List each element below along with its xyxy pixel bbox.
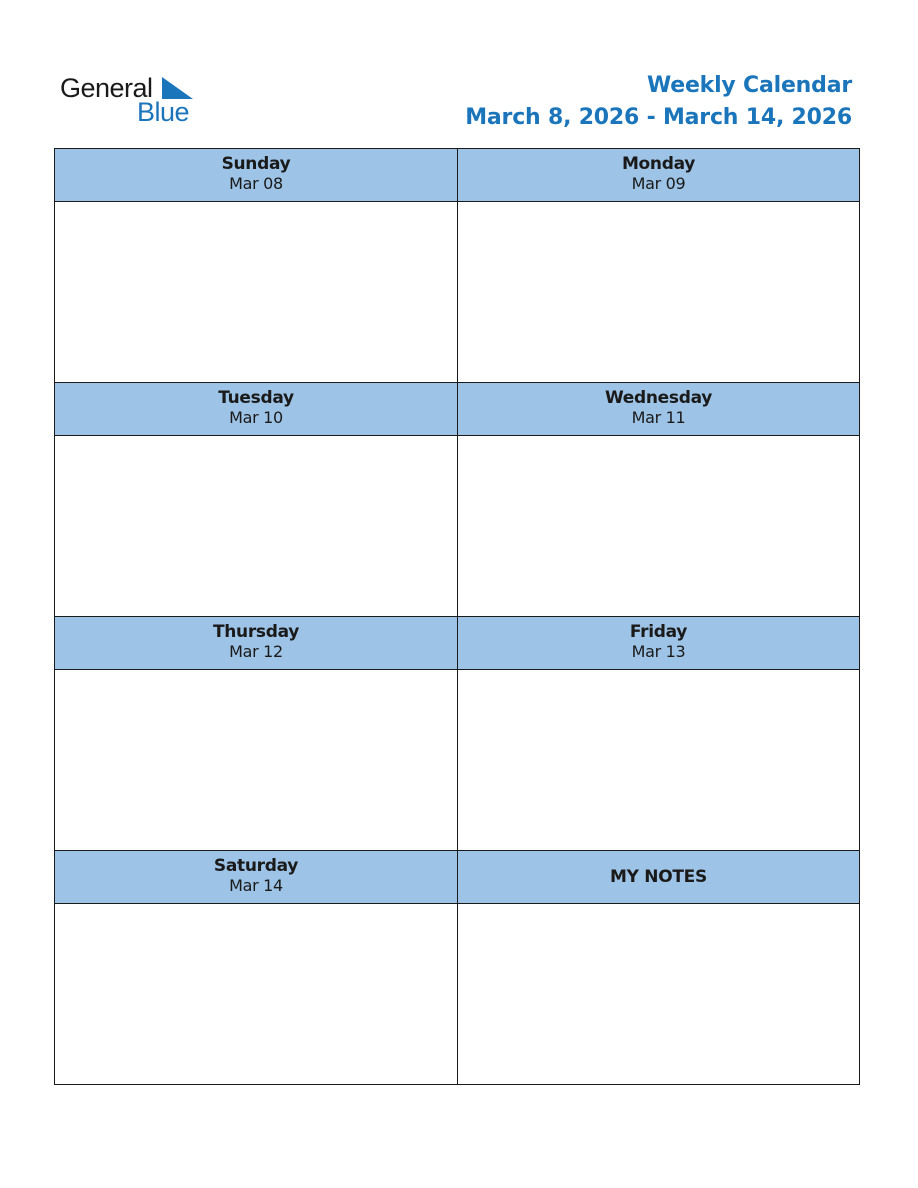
notes-title: MY NOTES	[610, 867, 707, 887]
row-divider	[55, 616, 859, 617]
day-cell-tuesday[interactable]	[55, 383, 457, 617]
day-header	[55, 617, 457, 670]
day-name: Wednesday	[604, 388, 713, 408]
day-date: Mar 13	[631, 642, 686, 661]
row-divider	[55, 850, 859, 851]
notes-cell[interactable]	[458, 851, 859, 1084]
day-notes-area[interactable]	[55, 436, 457, 617]
day-header	[458, 383, 859, 436]
day-header	[458, 149, 859, 202]
day-date: Mar 12	[229, 642, 283, 661]
day-notes-area[interactable]	[458, 436, 859, 617]
day-notes-area[interactable]	[55, 202, 457, 383]
day-notes-area[interactable]	[458, 670, 859, 851]
logo-text-blue: Blue	[137, 97, 190, 127]
day-cell-sunday[interactable]	[55, 149, 457, 383]
day-cell-friday[interactable]	[458, 617, 859, 851]
day-header	[458, 617, 859, 670]
day-cell-saturday[interactable]	[55, 851, 457, 1084]
notes-area[interactable]	[458, 904, 859, 1084]
day-date: Mar 08	[229, 174, 283, 193]
day-name: Monday	[621, 154, 696, 174]
day-date: Mar 11	[631, 408, 686, 427]
row-divider	[55, 382, 859, 383]
day-name: Saturday	[213, 856, 299, 876]
day-cell-wednesday[interactable]	[458, 383, 859, 617]
day-name: Thursday	[212, 622, 300, 642]
day-notes-area[interactable]	[55, 904, 457, 1084]
page-header	[465, 70, 852, 134]
day-notes-area[interactable]	[458, 202, 859, 383]
day-name: Friday	[629, 622, 688, 642]
brand-logo	[60, 72, 200, 128]
weekly-calendar-grid	[54, 148, 860, 1085]
day-notes-area[interactable]	[55, 670, 457, 851]
day-header	[55, 851, 457, 904]
day-date: Mar 09	[631, 174, 686, 193]
date-range: March 8, 2026 - March 14, 2026	[465, 105, 852, 130]
day-date: Mar 10	[229, 408, 283, 427]
day-header	[55, 149, 457, 202]
day-header	[55, 383, 457, 436]
logo-text-general: General	[60, 73, 153, 103]
day-cell-thursday[interactable]	[55, 617, 457, 851]
day-cell-monday[interactable]	[458, 149, 859, 383]
notes-header	[458, 851, 859, 904]
day-name: Tuesday	[218, 388, 294, 408]
day-date: Mar 14	[229, 876, 283, 895]
logo-triangle-icon	[162, 77, 193, 99]
page-title: Weekly Calendar	[646, 73, 852, 98]
day-name: Sunday	[221, 154, 291, 174]
